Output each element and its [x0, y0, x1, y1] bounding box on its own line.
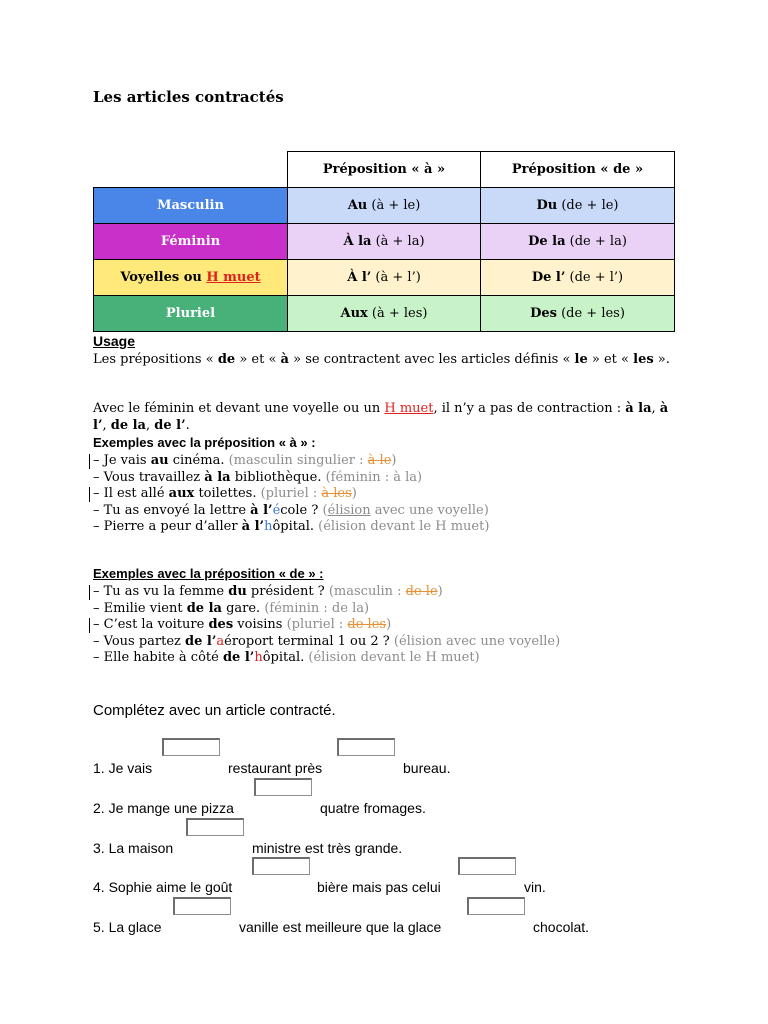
list-item: – Emilie vient de la gare. (féminin : de la) [93, 600, 370, 616]
answer-input-4a[interactable] [252, 857, 310, 875]
exercise-line-1-part-1: 1. Je vais [93, 760, 153, 776]
exercise-line-1-part-3: bureau. [403, 760, 451, 776]
exercise-line-1-part-2: restaurant près [228, 760, 323, 776]
list-item: – Elle habite à côté de l’hôpital. (élision devant le H muet) [93, 650, 480, 666]
examples-a-list [93, 453, 489, 536]
list-item: – Vous travaillez à la bibliothèque. (féminin : à la) [93, 469, 423, 485]
list-item: – C’est la voiture des voisins (pluriel : de les) [93, 617, 560, 634]
cell-de-voyelles: De l’ (de + l’) [481, 260, 675, 296]
row-label-pluriel: Pluriel [94, 296, 288, 332]
list-item: – Vous partez de l’aéroport terminal 1 ou 2 ? (élision avec une voyelle) [93, 633, 561, 649]
h-muet-link: H muet [384, 401, 434, 416]
table-row-masculin [94, 188, 675, 224]
answer-input-1a[interactable] [162, 738, 220, 756]
table-row-voyelles [94, 260, 675, 296]
list-item: – Pierre a peur d’aller à l’hôpital. (élision devant le H muet) [93, 519, 490, 535]
list-item: – Il est allé aux toilettes. (pluriel : à les) [93, 486, 489, 503]
exercise-line-4-part-2: bière mais pas celui [317, 879, 441, 895]
header-preposition-a: Préposition « à » [288, 152, 481, 188]
examples-a-heading: Exemples avec la préposition « à » : [93, 435, 316, 450]
cell-de-pluriel: Des (de + les) [481, 296, 675, 332]
row-label-voyelles: Voyelles ou H muet [94, 260, 288, 296]
exercise-line-5-part-1: 5. La glace [93, 919, 162, 935]
feminine-paragraph: Avec le féminin et devant une voyelle ou un H muet, il n’y a pas de contraction : à la, à l’, de la, de l’. [93, 401, 669, 433]
list-item: – Je vais au cinéma. (masculin singulier : à le) [93, 453, 489, 470]
exercise-line-5-part-3: chocolat. [533, 919, 590, 935]
usage-paragraph: Les prépositions « de » et « à » se contractent avec les articles définis « le » et « les ». [93, 352, 670, 367]
table-row-feminin [94, 224, 675, 260]
exercise-line-5-part-2: vanille est meilleure que la glace [239, 919, 442, 935]
cell-de-masculin: Du (de + le) [481, 188, 675, 224]
cell-a-masculin: Au (à + le) [288, 188, 481, 224]
exercise-line-2-part-2: quatre fromages. [320, 800, 426, 816]
table-row-pluriel [94, 296, 675, 332]
exercise-title: Complétez avec un article contracté. [93, 702, 336, 719]
row-label-feminin: Féminin [94, 224, 288, 260]
answer-input-4b[interactable] [458, 857, 516, 875]
contracted-articles-table [93, 151, 675, 332]
h-muet-link: H muet [206, 270, 261, 285]
row-label-masculin: Masculin [94, 188, 288, 224]
cell-a-feminin: À la (à + la) [288, 224, 481, 260]
exercise-line-3-part-2: ministre est très grande. [252, 840, 403, 856]
answer-input-3[interactable] [186, 818, 244, 836]
exercise-line-3-part-1: 3. La maison [93, 840, 174, 856]
exercise-line-4-part-3: vin. [524, 879, 546, 895]
page-title: Les articles contractés [93, 88, 284, 106]
answer-input-1b[interactable] [337, 738, 395, 756]
list-item: – Tu as envoyé la lettre à l’école ? (élision avec une voyelle) [93, 502, 489, 518]
usage-heading: Usage [93, 333, 136, 349]
answer-input-5a[interactable] [173, 897, 231, 915]
examples-de-list [93, 584, 560, 667]
list-item: – Tu as vu la femme du président ? (masculin : de le) [93, 584, 560, 601]
header-preposition-de: Préposition « de » [481, 152, 675, 188]
answer-input-2[interactable] [254, 778, 312, 796]
answer-input-5b[interactable] [467, 897, 525, 915]
exercise-line-2-part-1: 2. Je mange une pizza [93, 800, 234, 816]
table-header-row [94, 152, 675, 188]
cell-de-feminin: De la (de + la) [481, 224, 675, 260]
examples-de-heading: Exemples avec la préposition « de » : [93, 566, 324, 581]
cell-a-voyelles: À l’ (à + l’) [288, 260, 481, 296]
cell-a-pluriel: Aux (à + les) [288, 296, 481, 332]
exercise-line-4-part-1: 4. Sophie aime le goût [93, 879, 233, 895]
empty-corner-cell [94, 152, 288, 188]
